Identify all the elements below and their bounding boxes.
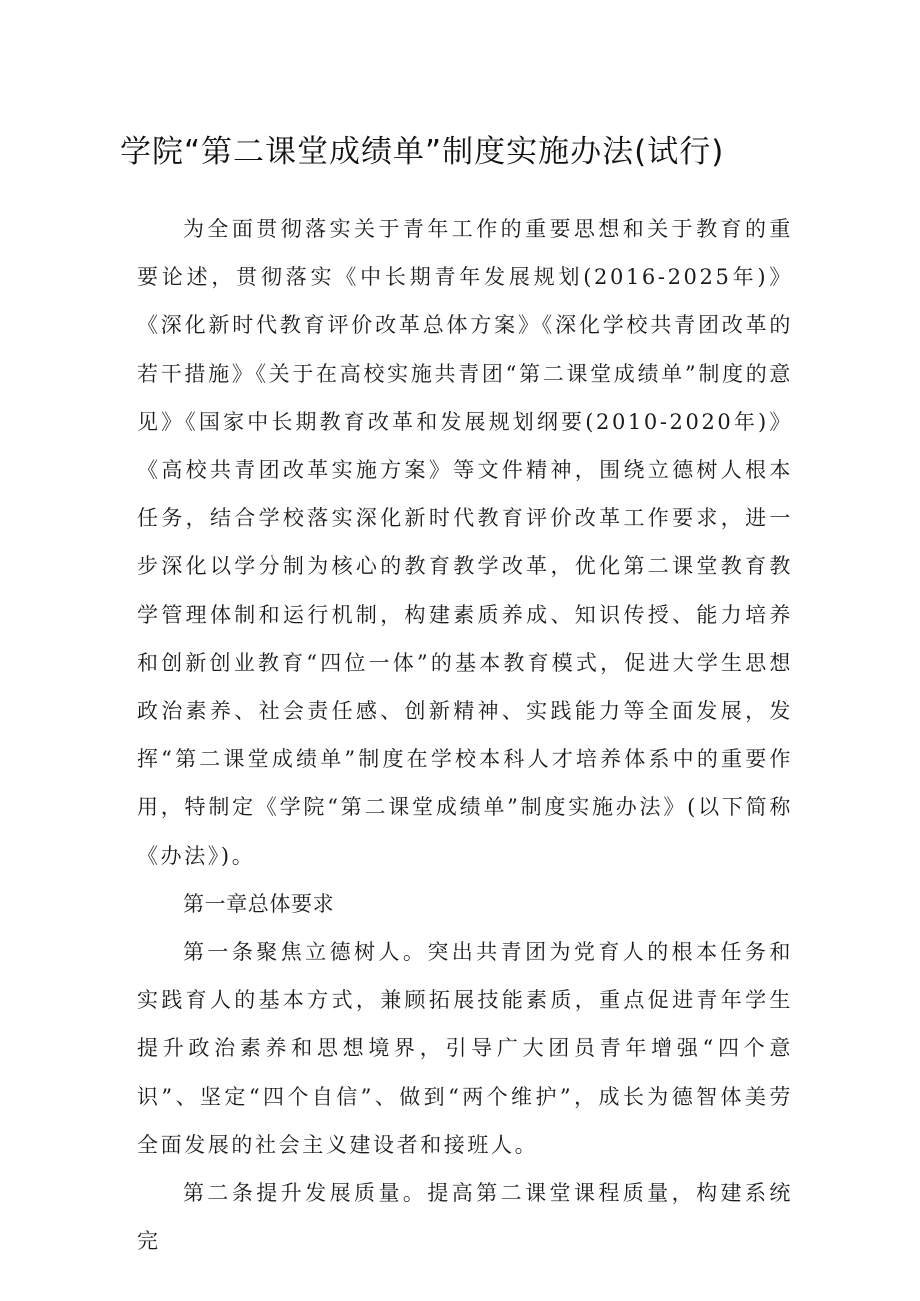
chapter-heading: 第一章总体要求 [183,891,335,916]
document-body [137,205,793,1265]
document-title: 学院“第二课堂成绩单”制度实施办法(试行) [120,134,725,170]
article-1-paragraph: 第一条聚焦立德树人。突出共青团为党育人的根本任务和实践育人的基本方式，兼顾拓展技能素质，重点促进青年学生提升政治素养和思想境界，引导广大团员青年增强“四个意识”、坚定“四个自信”、做到“两个维护”，成长为德智体美劳全面发展的社会主义建设者和接班人。 [137,940,793,1157]
intro-paragraph: 为全面贯彻落实关于青年工作的重要思想和关于教育的重要论述，贯彻落实《中长期青年发展规划(2016-2025年)》《深化新时代教育评价改革总体方案》《深化学校共青团改革的若干措施》《关于在高校实施共青团“第二课堂成绩单”制度的意见》《国家中长期教育改革和发展规划纲要(2010-2020年)》《高校共青团改革实施方案》等文件精神，围绕立德树人根本任务，结合学校落实深化新时代教育评价改革工作要求，进一步深化以学分制为核心的教育教学改革，优化第二课堂教育教学管理体制和运行机制，构建素质养成、知识传授、能力培养和创新创业教育“四位一体”的基本教育模式，促进大学生思想政治素养、社会责任感、创新精神、实践能力等全面发展，发挥“第二课堂成绩单”制度在学校本科人才培养体系中的重要作用，特制定《学院“第二课堂成绩单”制度实施办法》(以下简称《办法》)。 [137,217,793,868]
article-2-paragraph: 第二条提升发展质量。提高第二课堂课程质量，构建系统完 [137,1181,793,1254]
